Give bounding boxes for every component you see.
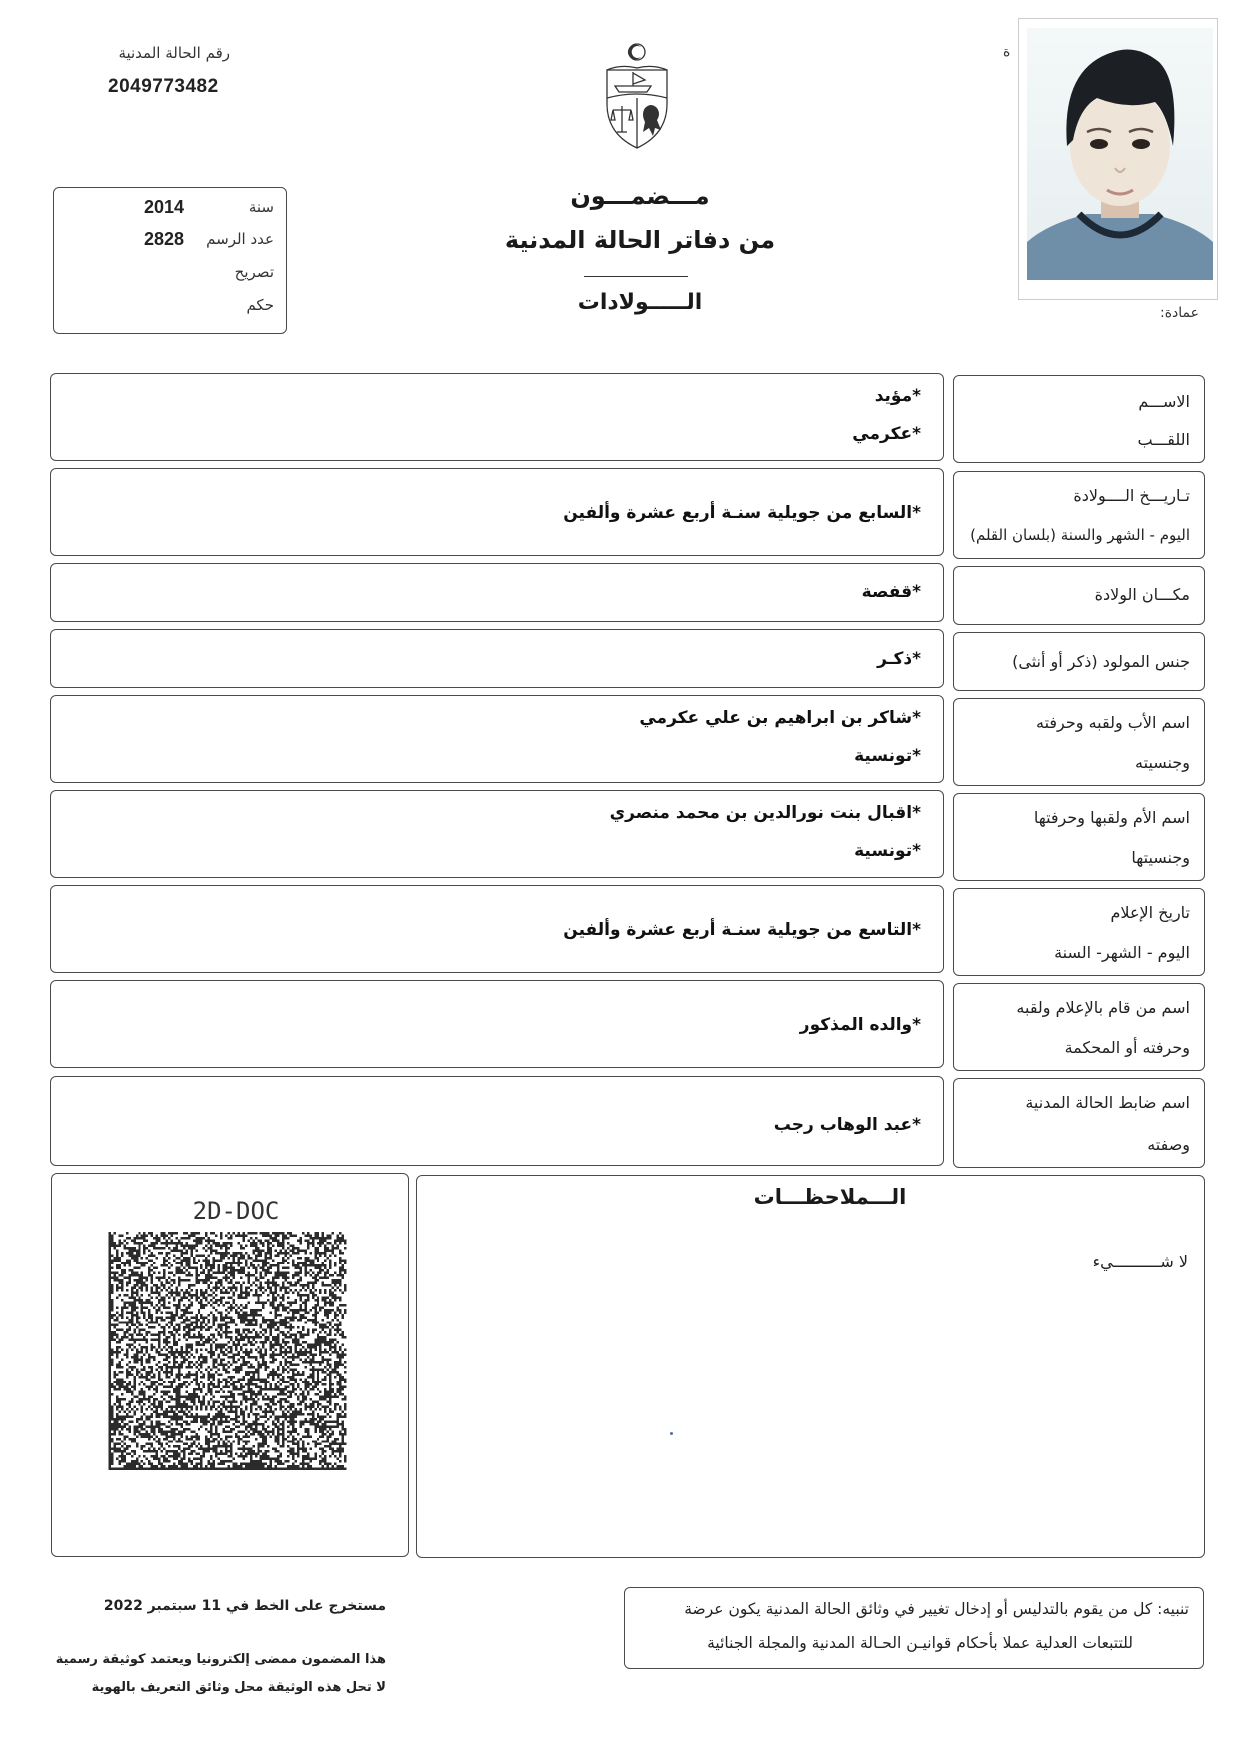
record-number-value: 2828 [144, 229, 185, 249]
year-label: سنة [248, 198, 274, 216]
identity-disclaimer: لا تحل هذه الوثيقة محل وثائق التعريف بالهوية [91, 1680, 386, 1695]
label-box-birth-place [953, 566, 1205, 625]
officer-label: اسم ضابط الحالة المدنية [1025, 1093, 1190, 1112]
birth-date-format-label: اليوم - الشهر والسنة (بلسان القلم) [970, 526, 1190, 544]
birth-place-label: مكـــان الولادة [1094, 585, 1190, 604]
first-name-label: الاســـم [1138, 392, 1190, 411]
father-nationality-label: وجنسيته [1135, 753, 1190, 772]
electronic-signature-note: هذا المضمون ممضى إلكترونيا ويعتمد كوثيقة رسمية [55, 1652, 386, 1667]
value-box-birth-place [50, 563, 944, 622]
value-box-declaration-date [50, 885, 944, 973]
label-box-birth-date [953, 471, 1205, 559]
first-name-value: مؤيد* [874, 386, 921, 406]
father-label: اسم الأب ولقبه وحرفته [1036, 713, 1190, 732]
birth-date-label: تـاريـــخ الــــولادة [1073, 486, 1190, 505]
value-box-name [50, 373, 944, 461]
declarant-label: اسم من قام بالإعلام ولقبه [1016, 998, 1190, 1017]
value-box-father [50, 695, 944, 783]
title-divider [584, 276, 688, 277]
civil-status-number-label: رقم الحالة المدنية [118, 44, 230, 62]
label-box-sex [953, 632, 1205, 691]
declaration-date-label: تاريخ الإعلام [1110, 903, 1190, 922]
civil-status-number: 2049773482 [108, 76, 219, 97]
mother-nationality-label: وجنسيتها [1131, 848, 1190, 867]
value-box-sex [50, 629, 944, 688]
code-title: 2D-DOC [192, 1197, 280, 1225]
warning-line-1: تنبيه: كل من يقوم بالتدليس أو إدخال تغيير في وثائق الحالة المدنية يكون عرضة [684, 1600, 1189, 1618]
father-nationality-value: تونسية* [854, 746, 921, 766]
father-name-value: شاكر بن ابراهيم بن علي عكرمي* [639, 708, 921, 728]
officer-title-label: وصفته [1147, 1135, 1190, 1154]
register-type-title: الـــــولادات [577, 290, 703, 315]
registration-box [53, 187, 287, 334]
mother-name-value: اقبال بنت نورالدين بن محمد منصري* [609, 803, 921, 823]
notes-title: الـــملاحظـــات [753, 1185, 907, 1209]
notes-value: لا شــــــــــيء [1092, 1252, 1188, 1271]
surname-label: اللقـــب [1137, 430, 1190, 449]
birth-place-value: قفصة* [861, 582, 921, 602]
omda-label: عمادة: [1160, 305, 1199, 321]
warning-line-2: للتتبعات العدلية عملا بأحكام قوانيـن الحـالة المدنية والمجلة الجنائية [707, 1634, 1133, 1652]
declarant-value: والده المذكور* [799, 1015, 921, 1035]
value-box-mother [50, 790, 944, 878]
label-box-father [953, 698, 1205, 786]
surname-value: عكرمي* [852, 424, 921, 444]
declaration-date-format-label: اليوم - الشهر- السنة [1054, 943, 1190, 962]
extraction-date: مستخرج على الخط في 11 سبتمبر 2022 [103, 1598, 386, 1614]
label-box-name [953, 375, 1205, 463]
mother-label: اسم الأم ولقبها وحرفتها [1033, 808, 1190, 827]
datamatrix-modules [109, 1232, 347, 1470]
label-box-officer [953, 1078, 1205, 1168]
label-box-mother [953, 793, 1205, 881]
photo-edge-text: ة [1003, 44, 1011, 60]
mother-nationality-value: تونسية* [854, 841, 921, 861]
declarant-profession-label: وحرفته أو المحكمة [1064, 1038, 1190, 1057]
value-box-declarant [50, 980, 944, 1068]
year-value: 2014 [144, 197, 185, 217]
coat-of-arms-emblem [601, 42, 673, 152]
label-box-declaration-date [953, 888, 1205, 976]
label-box-declarant [953, 983, 1205, 1071]
birth-date-value: السابع من جويلية سنـة أربع عشرة وألفين* [563, 503, 921, 523]
sex-value: ذكـر* [877, 649, 921, 669]
judgment-label: حكم [246, 296, 274, 314]
warning-box [624, 1587, 1204, 1669]
declaration-date-value: التاسع من جويلية سنـة أربع عشرة وألفين* [563, 920, 921, 940]
declaration-label: تصريح [234, 263, 274, 281]
portrait-photo [1027, 28, 1213, 280]
value-box-officer [50, 1076, 944, 1166]
record-number-label: عدد الرسم [206, 230, 274, 248]
officer-value: عبد الوهاب رجب* [773, 1115, 921, 1135]
document-subtitle: من دفاتر الحالة المدنية [504, 226, 776, 254]
sex-label: جنس المولود (ذكر أو أنثى) [1012, 652, 1190, 671]
document-title: مـــضمـــون [570, 182, 710, 210]
value-box-birth-date [50, 468, 944, 556]
datamatrix-barcode-icon [108, 1232, 347, 1470]
scan-speck [670, 1432, 673, 1435]
notes-box [416, 1175, 1205, 1558]
